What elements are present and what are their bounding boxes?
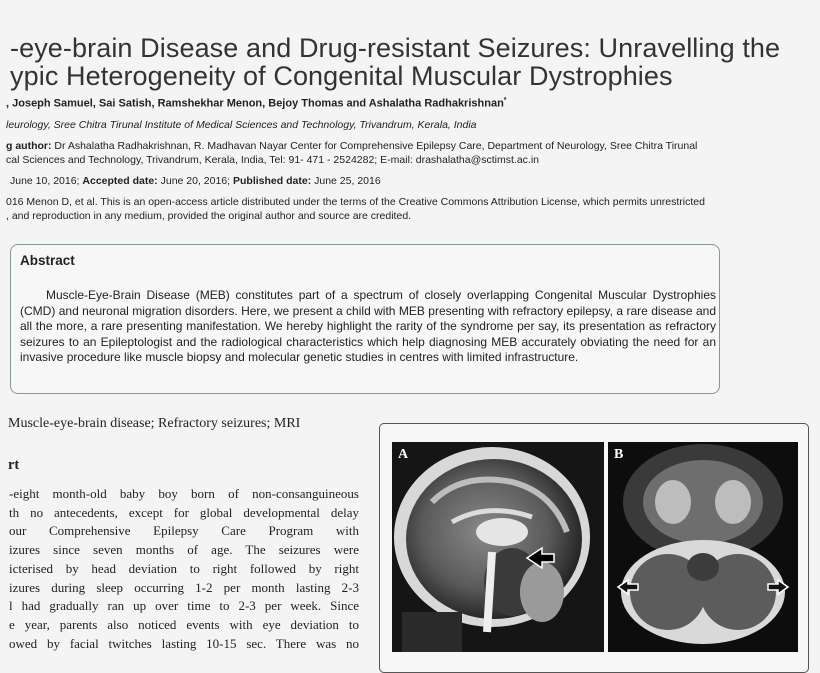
author-names: , Joseph Samuel, Sai Satish, Ramshekhar Menon, Bejoy Thomas and Ashalatha Radhakrishnan [6, 97, 504, 110]
mri-panel-a [392, 442, 604, 652]
panel-b-label: B [614, 447, 624, 462]
body-line: th no antecedents, except for global developmental delay [9, 504, 359, 520]
keywords: Muscle-eye-brain disease; Refractory seizures; MRI [8, 416, 301, 431]
correspondence-label: g author: [6, 140, 52, 152]
correspondence-line-2: cal Sciences and Technology, Trivandrum, Kerala, India, Tel: 91- 471 - 2524282; E-mail: drashalatha@sctimst.ac.in [6, 154, 540, 166]
abstract-box [10, 244, 720, 394]
mri-panel-b [608, 442, 798, 652]
accepted-date: June 20, 2016; [160, 175, 231, 187]
panel-a-label: A [398, 447, 409, 462]
body-line: izures since seven months of age. The seizures were [9, 542, 359, 558]
article-title-line-2: ypic Heterogeneity of Congenital Muscular Dystrophies [10, 61, 673, 91]
section-heading: rt [8, 457, 20, 473]
license-line-2: , and reproduction in any medium, provided the original author and source are credited. [6, 210, 412, 222]
publication-dates [10, 174, 381, 189]
correspondence-line-1 [6, 139, 697, 154]
body-line: -eight month-old baby boy born of non-consanguineous [9, 486, 359, 501]
published-date: June 25, 2016 [314, 175, 381, 187]
body-line: owed by facial twitches lasting 10-15 sec. There was no [9, 635, 359, 651]
body-line: icterised by head deviation to right followed by right [9, 560, 359, 576]
body-line: e year, parents also noticed events with eye deviation to [9, 616, 359, 632]
axial-mri-image [608, 442, 798, 652]
article-title-line-1: -eye-brain Disease and Drug-resistant Seizures: Unravelling the [10, 33, 781, 63]
abstract-heading: Abstract [20, 253, 75, 268]
sagittal-mri-image [392, 442, 604, 652]
received-date: June 10, 2016; [10, 175, 80, 187]
affiliation: leurology, Sree Chitra Tirunal Institute of Medical Sciences and Technology, Trivandrum, Kerala, India [6, 119, 477, 131]
abstract-text: Muscle-Eye-Brain Disease (MEB) constitutes part of a spectrum of closely overlapping Congenital Muscular Dystrophies (CMD) and neuronal migration disorders. Here, we present a child with MEB presenting with refractory epilepsy, a rare disease and all the more, a rare presenting manifestation. We hereby highlight the rarity of the syndrome per say, its presentation as refractory seizures to an Epileptologist and the radiological characteristics which help diagnosing MEB accurately obviating the need for an invasive procedure like muscle biopsy and molecular genetic studies in centres with limited infrastructure. [20, 288, 716, 365]
published-label: Published date: [233, 175, 312, 187]
body-line: izures during sleep occurring 1-2 per month lasting 2-3 [9, 579, 359, 595]
body-line: our Comprehensive Epilepsy Care Program with [9, 523, 359, 539]
correspondence-text: Dr Ashalatha Radhakrishnan, R. Madhavan Nayar Center for Comprehensive Epilepsy Care, Department of Neurology, Sree Chitra Tirunal [54, 140, 698, 152]
body-text [9, 485, 359, 653]
corresponding-mark: * [503, 97, 507, 104]
accepted-label: Accepted date: [82, 175, 158, 187]
body-line: l had gradually ran up over time to 2-3 per week. Since [9, 598, 359, 614]
license-line-1: 016 Menon D, et al. This is an open-access article distributed under the terms of the Creative Commons Attribution License, which permits unrestricted [6, 196, 705, 208]
mri-figure [379, 423, 809, 673]
author-list [6, 97, 507, 110]
